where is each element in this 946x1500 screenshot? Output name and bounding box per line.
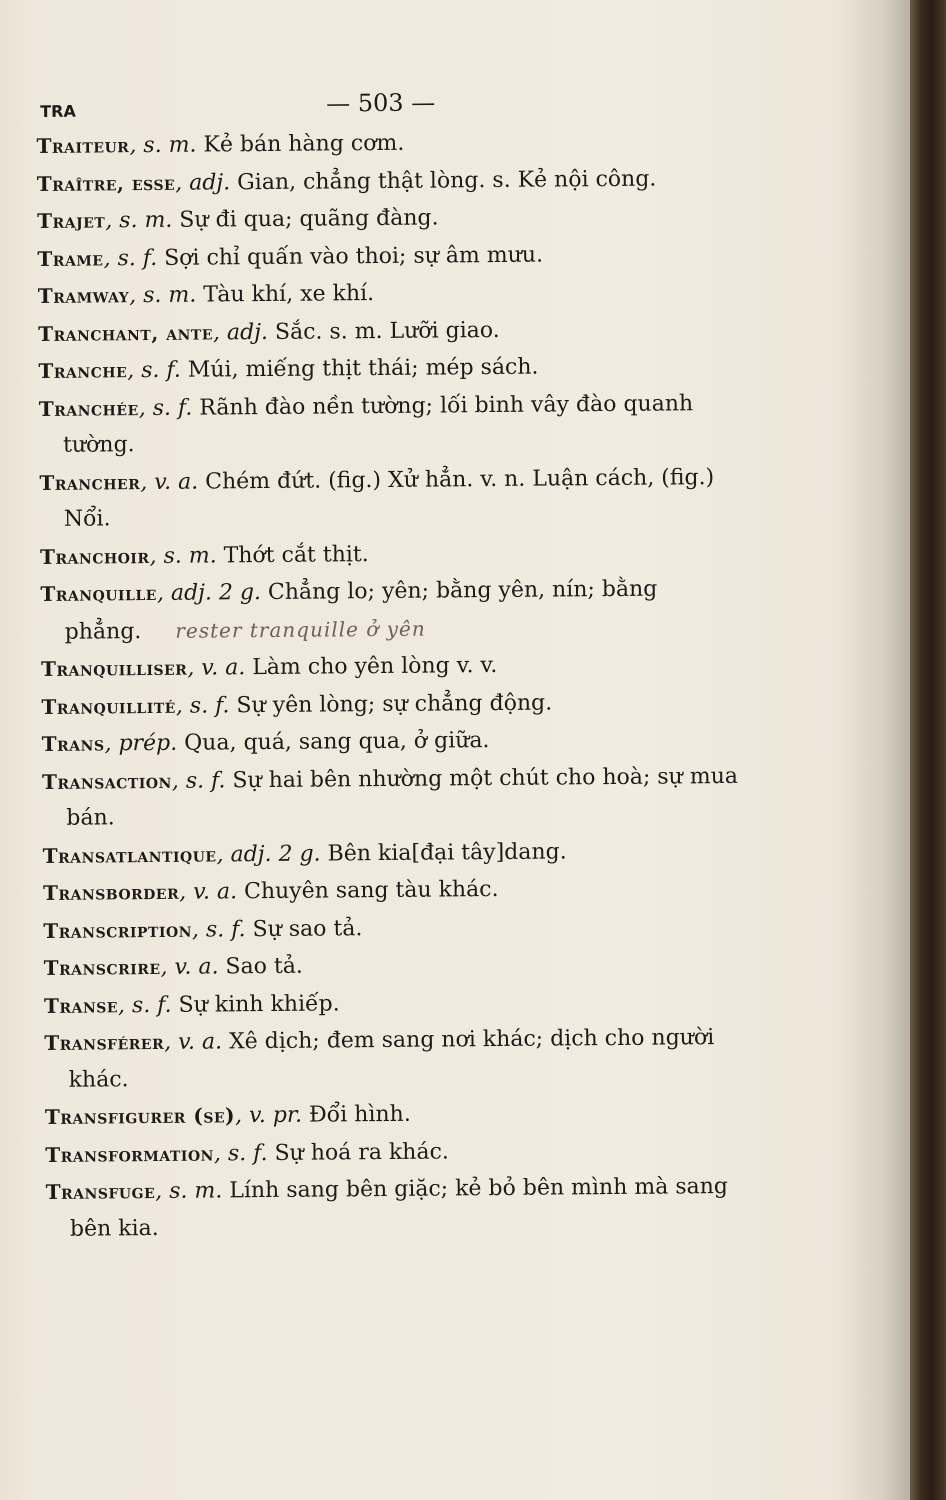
entry-grammar: , v. a. (179, 879, 238, 905)
entry-grammar: , v. pr. (234, 1102, 303, 1129)
entry-headword: Transcription (43, 917, 193, 943)
entry-headword: Trancher (39, 469, 141, 495)
entry-headword: Tranquillité (41, 693, 176, 719)
entry-definition: Xê dịch; đem sang nơi khác; dịch cho người khác. (68, 1025, 715, 1093)
entry-definition: Sợi chỉ quấn vào thoi; sự âm mưu. (157, 242, 544, 271)
entry-definition: Sao tả. (218, 953, 303, 980)
entry-grammar: , adj. (212, 319, 269, 345)
dictionary-entry (45, 1168, 746, 1248)
entry-definition: Gian, chẳng thật lòng. s. Kẻ nội công. (230, 166, 657, 195)
entry-definition: Tàu khí, xe khí. (196, 281, 375, 308)
entry-headword: Tranche (38, 358, 128, 383)
dictionary-entry (40, 570, 741, 651)
entry-definition: Chuyên sang tàu khác. (236, 876, 499, 905)
entry-headword: Transfigurer (se) (44, 1103, 236, 1129)
dictionary-entry (38, 272, 738, 316)
entry-headword: Tranchée (38, 395, 139, 421)
entry-headword: Traiteur (36, 133, 130, 158)
page-number: — 503 — (326, 88, 436, 118)
entry-definition: Sự hoá ra khác. (267, 1138, 449, 1166)
entry-grammar: , prép. (104, 730, 178, 757)
entry-definition: Chém đứt. (fig.) Xử hẳn. v. n. Luận cách, (fig.) Nổi. (63, 464, 715, 532)
entry-grammar: , s. m. (149, 542, 217, 569)
dictionary-entry (37, 234, 737, 278)
entry-headword: Tranquilliser (40, 655, 188, 681)
dictionary-entry (38, 309, 738, 353)
entry-definition: Làm cho yên lòng v. v. (245, 652, 498, 681)
dictionary-entry (42, 720, 742, 764)
entry-headword: Transférer (44, 1029, 165, 1055)
entry-definition: Sắc. s. m. Lưỡi giao. (267, 317, 500, 345)
entry-grammar: , s. m. (105, 207, 173, 234)
entry-grammar: , v. a. (164, 1029, 223, 1055)
dictionary-entry (40, 532, 740, 576)
entry-headword: Transborder (42, 879, 180, 905)
entry-headword: Trajet (37, 208, 106, 233)
dictionary-entry (41, 682, 741, 726)
page-text-block (36, 82, 746, 1248)
entry-grammar: , s. f. (127, 357, 181, 384)
entry-definition: Sự yên lòng; sự chẳng động. (229, 690, 553, 718)
entry-headword: Traître, esse (36, 170, 176, 196)
dictionary-entry (37, 197, 737, 241)
handwritten-annotation: rester tranquille ở yên (175, 616, 426, 643)
dictionary-entry (45, 1093, 745, 1137)
dictionary-entry (44, 944, 744, 988)
dictionary-entry (37, 159, 737, 203)
dictionary-entry (42, 757, 743, 837)
dictionary-entry (36, 122, 736, 166)
entry-headword: Tramway (37, 283, 130, 308)
entry-definition: Sự sao tả. (245, 915, 363, 942)
entry-headword: Transe (43, 992, 119, 1018)
entry-grammar: , s. f. (138, 395, 193, 421)
dictionary-entry (43, 831, 743, 875)
entry-grammar: , s. f. (117, 992, 172, 1018)
entry-definition: Sự đi qua; quãng đàng. (172, 205, 439, 233)
dictionary-entry (45, 1130, 745, 1174)
entry-grammar: , adj. (175, 169, 231, 196)
entry-grammar: , s. f. (103, 245, 158, 271)
entry-grammar: , v. a. (160, 954, 219, 980)
entry-definition: Lính sang bên giặc; kẻ bỏ bên mình mà sang bên kia. (69, 1174, 729, 1242)
entry-definition: Sự hai bên nhường một chút cho hoà; sự mua bán. (66, 763, 739, 831)
entry-definition: Sự kinh khiếp. (171, 990, 340, 1018)
book-spine-shadow (910, 0, 946, 1500)
dictionary-entry (43, 906, 743, 950)
entry-definition: Kẻ bán hàng cơm. (196, 130, 405, 158)
entry-definition: Qua, quá, sang qua, ở giữa. (177, 728, 490, 756)
dictionary-entry (39, 384, 740, 464)
entry-grammar: , s. f. (191, 916, 246, 943)
entry-definition: Chẳng lo; yên; bằng yên, nín; bằng phẳng. (64, 576, 658, 645)
dictionary-entry (44, 981, 744, 1025)
entry-grammar: , s. f. (213, 1140, 268, 1166)
entry-headword: Trans (41, 731, 105, 756)
entry-grammar: , adj. 2 g. (216, 841, 321, 867)
entry-grammar: , s. f. (175, 692, 230, 719)
entry-definition: Bên kia[đại tây]dang. (320, 838, 567, 867)
entry-grammar: , adj. 2 g. (156, 580, 262, 606)
entry-definition: Thớt cắt thịt. (216, 541, 369, 568)
entry-grammar: , s. f. (171, 767, 226, 794)
dictionary-entry (39, 458, 740, 538)
dictionary-entry (38, 347, 738, 391)
entry-headword: Transcrire (43, 954, 161, 980)
dictionary-entry (41, 645, 741, 689)
running-head: TRA (40, 101, 76, 121)
dictionary-entry (44, 1019, 745, 1099)
entry-grammar: , v. a. (187, 655, 246, 681)
entry-headword: Tranchant, ante (38, 319, 214, 346)
entry-grammar: , s. m. (129, 282, 197, 309)
entry-headword: Transformation (45, 1140, 215, 1167)
page-header (36, 82, 736, 121)
entry-headword: Transfuge (45, 1179, 156, 1204)
entry-grammar: , s. m. (129, 132, 197, 159)
entry-headword: Tranchoir (39, 543, 150, 569)
entry-headword: Transaction (41, 768, 172, 794)
entry-headword: Tranquille (40, 580, 158, 606)
dictionary-entry (43, 869, 743, 913)
entry-headword: Trame (37, 245, 104, 271)
entry-definition: Múi, miếng thịt thái; mép sách. (180, 354, 539, 383)
entry-definition: Đổi hình. (301, 1101, 411, 1128)
entry-grammar: , s. m. (155, 1178, 223, 1205)
entry-definition: Rãnh đào nền tường; lối binh vây đào quanh tường. (63, 390, 694, 458)
entry-headword: Transatlantique (42, 841, 217, 868)
entry-grammar: , v. a. (140, 469, 199, 495)
